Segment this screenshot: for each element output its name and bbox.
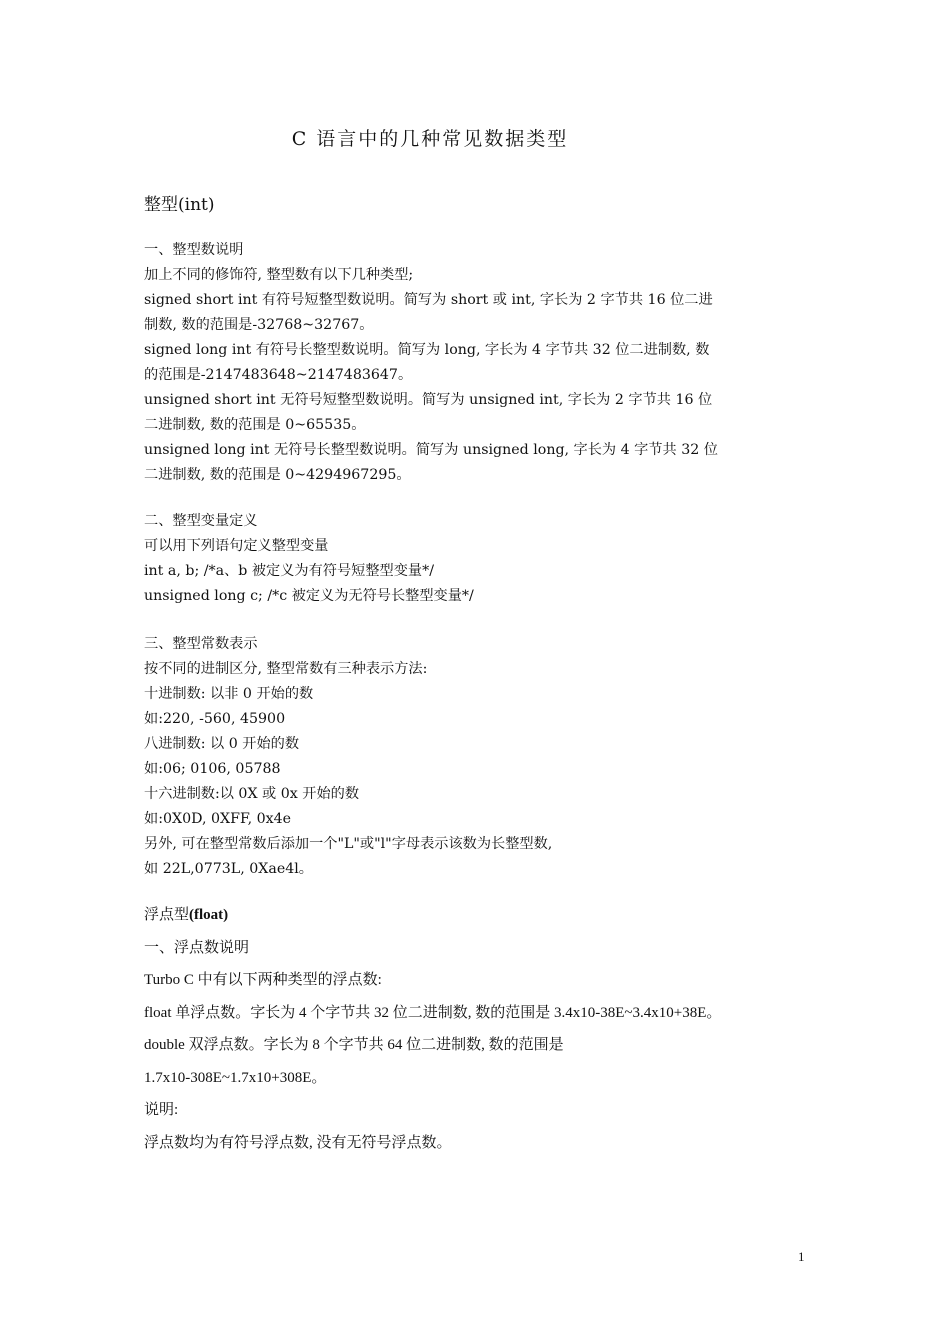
paragraph-line: 如 22L,0773L, 0Xae4l。 <box>144 861 313 877</box>
paragraph-line: double 双浮点数。字长为 8 个字节共 64 位二进制数, 数的范围是 <box>144 1037 564 1053</box>
section-heading: 三、整型常数表示 <box>144 636 258 652</box>
int-variable-block <box>144 509 814 609</box>
paragraph-line: 如:0X0D, 0XFF, 0x4e <box>144 811 292 827</box>
paragraph-line: unsigned long int 无符号长整型数说明。简写为 unsigned long, 字长为 4 字节共 32 位 <box>144 442 718 458</box>
page-number: 1 <box>798 1249 805 1264</box>
section-heading: 一、浮点数说明 <box>144 939 250 956</box>
float-section-heading <box>144 899 824 932</box>
int-section-heading: 整型(int) <box>144 195 215 215</box>
paragraph-line: 另外, 可在整型常数后添加一个"L"或"l"字母表示该数为长整型数, <box>144 836 553 852</box>
float-section <box>144 899 824 1159</box>
paragraph-line: 可以用下列语句定义整型变量 <box>144 538 329 554</box>
heading-keyword: (float) <box>189 907 229 923</box>
heading-prefix: 浮点型 <box>144 907 190 923</box>
paragraph-line: 如:06; 0106, 05788 <box>144 761 281 777</box>
paragraph-line: 说明: <box>144 1102 179 1118</box>
paragraph-line: float 单浮点数。字长为 4 个字节共 32 位二进制数, 数的范围是 3.4x10-38E~3.4x10+38E。 <box>144 1004 722 1021</box>
paragraph-line: 浮点数均为有符号浮点数, 没有无符号浮点数。 <box>144 1134 452 1151</box>
paragraph-line: signed short int 有符号短整型数说明。简写为 short 或 int, 字长为 2 字节共 16 位二进 <box>144 292 713 308</box>
paragraph-line: Turbo C 中有以下两种类型的浮点数: <box>144 972 382 988</box>
int-constant-block <box>144 632 814 882</box>
paragraph-line: 如:220, -560, 45900 <box>144 711 286 727</box>
paragraph-line: 八进制数: 以 0 开始的数 <box>144 736 300 752</box>
paragraph-line: 按不同的进制区分, 整型常数有三种表示方法: <box>144 661 428 677</box>
section-heading: 一、整型数说明 <box>144 242 244 258</box>
paragraph-line: unsigned short int 无符号短整型数说明。简写为 unsigned int, 字长为 2 字节共 16 位 <box>144 392 713 408</box>
paragraph-line: 二进制数, 数的范围是 0~4294967295。 <box>144 467 411 483</box>
paragraph-line: 十进制数: 以非 0 开始的数 <box>144 686 314 702</box>
section-heading: 二、整型变量定义 <box>144 513 258 529</box>
paragraph-line: 的范围是-2147483648~2147483647。 <box>144 367 413 383</box>
int-description-block <box>144 238 814 488</box>
paragraph-line: 二进制数, 数的范围是 0~65535。 <box>144 417 366 433</box>
document-title: C 语言中的几种常见数据类型 <box>291 128 569 150</box>
paragraph-line: 十六进制数:以 0X 或 0x 开始的数 <box>144 786 360 802</box>
paragraph-line: 制数, 数的范围是-32768~32767。 <box>144 317 374 333</box>
paragraph-line: 加上不同的修饰符, 整型数有以下几种类型; <box>144 267 414 283</box>
code-line: int a, b; /*a、b 被定义为有符号短整型变量*/ <box>144 563 434 579</box>
paragraph-line: 1.7x10-308E~1.7x10+308E。 <box>144 1069 327 1086</box>
paragraph-line: signed long int 有符号长整型数说明。简写为 long, 字长为 4 字节共 32 位二进制数, 数 <box>144 342 710 358</box>
code-line: unsigned long c; /*c 被定义为无符号长整型变量*/ <box>144 588 474 604</box>
